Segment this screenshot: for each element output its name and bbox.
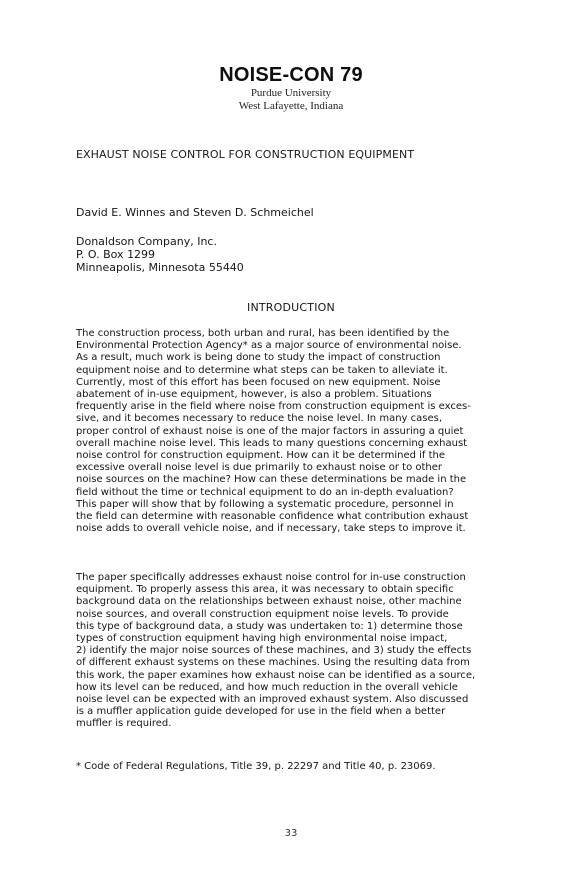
paragraph-line: this type of background data, a study was undertaken to: 1) determine those bbox=[76, 620, 463, 632]
paragraph-line: The paper specifically addresses exhaust noise control for in-use construction bbox=[76, 572, 466, 583]
paragraph-line: field without the time or technical equipment to do an in-depth evaluation? bbox=[76, 486, 454, 498]
paragraph-line: types of construction equipment having high environmental noise impact, bbox=[76, 633, 448, 645]
paragraph-line: frequently arise in the field where noise from construction equipment is exces- bbox=[76, 401, 471, 413]
section-heading: INTRODUCTION bbox=[247, 301, 335, 314]
paragraph-line: This paper will show that by following a systematic procedure, personnel in bbox=[76, 498, 454, 510]
paper-title: EXHAUST NOISE CONTROL FOR CONSTRUCTION EQUIPMENT bbox=[76, 148, 415, 161]
paragraph-line: Environmental Protection Agency* as a major source of environmental noise. bbox=[76, 340, 462, 352]
affiliation-line: Donaldson Company, Inc. bbox=[76, 235, 217, 248]
footnote: * Code of Federal Regulations, Title 39, p. 22297 and Title 40, p. 23069. bbox=[76, 761, 436, 772]
paragraph-line: of different exhaust systems on these machines. Using the resulting data from bbox=[76, 657, 470, 669]
paragraph-line: noise sources on the machine? How can these determinations be made in the bbox=[76, 474, 467, 486]
paragraph-line: noise control for construction equipment. How can it be determined if the bbox=[76, 450, 446, 462]
paragraph-line: sive, and it becomes necessary to reduce the noise level. In many cases, bbox=[76, 413, 443, 425]
paragraph-line: is a muffler application guide developed for use in the field when a better bbox=[76, 706, 446, 718]
paragraph-line: this work, the paper examines how exhaust noise can be identified as a source, bbox=[76, 669, 476, 681]
paragraph-line: The construction process, both urban and rural, has been identified by the bbox=[76, 328, 450, 339]
paragraph-line: As a result, much work is being done to study the impact of construction bbox=[76, 352, 441, 364]
paragraph-line: muffler is required. bbox=[76, 718, 172, 730]
affiliation-line: Minneapolis, Minnesota 55440 bbox=[76, 261, 244, 274]
conference-title: NOISE-CON 79 bbox=[219, 64, 363, 86]
paragraph-line: noise level can be expected with an improved exhaust system. Also discussed bbox=[76, 694, 469, 706]
conference-location: West Lafayette, Indiana bbox=[238, 100, 344, 112]
paragraph-line: proper control of exhaust noise is one of the major factors in assuring a quiet bbox=[76, 425, 464, 437]
paragraph-line: how its level can be reduced, and how much reduction in the overall vehicle bbox=[76, 681, 458, 693]
affiliation-line: P. O. Box 1299 bbox=[76, 248, 156, 261]
paragraph-line: abatement of in-use equipment, however, is also a problem. Situations bbox=[76, 389, 432, 401]
paragraph-line: Currently, most of this effort has been focused on new equipment. Noise bbox=[76, 376, 441, 388]
introduction-paragraph-2 bbox=[76, 572, 516, 731]
paragraph-line: excessive overall noise level is due primarily to exhaust noise or to other bbox=[76, 462, 443, 474]
page-number: 33 bbox=[284, 828, 298, 839]
introduction-paragraph-1 bbox=[76, 328, 516, 535]
paragraph-line: equipment noise and to determine what steps can be taken to alleviate it. bbox=[76, 364, 448, 376]
conference-university: Purdue University bbox=[250, 87, 332, 99]
paragraph-line: background data on the relationships between exhaust noise, other machine bbox=[76, 596, 462, 608]
paragraph-line: 2) identify the major noise sources of these machines, and 3) study the effects bbox=[76, 645, 472, 657]
paragraph-line: noise adds to overall vehicle noise, and if necessary, take steps to improve it. bbox=[76, 523, 466, 535]
author-affiliation bbox=[76, 235, 244, 274]
paragraph-line: equipment. To properly assess this area, it was necessary to obtain specific bbox=[76, 584, 454, 596]
paragraph-line: overall machine noise level. This leads to many questions concerning exhaust bbox=[76, 437, 468, 449]
paper-authors: David E. Winnes and Steven D. Schmeichel bbox=[76, 206, 314, 219]
paragraph-line: the field can determine with reasonable confidence what contribution exhaust bbox=[76, 511, 469, 523]
paragraph-line: noise sources, and overall construction equipment noise levels. To provide bbox=[76, 608, 449, 620]
